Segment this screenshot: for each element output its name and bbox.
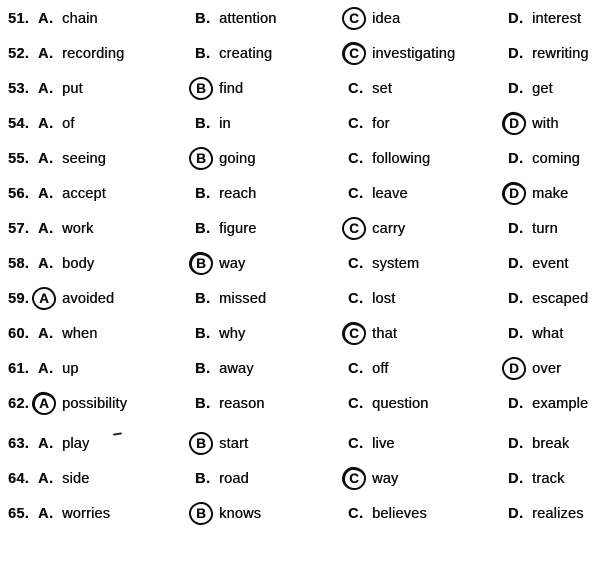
option-text: what (532, 325, 564, 342)
option-c (348, 291, 508, 307)
option-a (38, 256, 195, 272)
option-letter: D. (508, 255, 524, 272)
option-letter-slot (348, 81, 372, 97)
option-letter-slot (195, 436, 219, 452)
option-a (38, 151, 195, 167)
option-d (508, 221, 612, 237)
option-letter: A. (38, 10, 54, 27)
option-letter: D. (508, 220, 524, 237)
question-row (8, 496, 612, 531)
option-d (508, 256, 612, 272)
option-letter: D. (508, 45, 524, 62)
option-text: track (532, 470, 565, 487)
option-b (195, 221, 348, 237)
option-text: body (62, 255, 95, 272)
option-text: event (532, 255, 569, 272)
option-letter-slot (348, 396, 372, 412)
option-letter: A. (38, 255, 54, 272)
option-text: believes (372, 505, 427, 522)
option-text: start (219, 435, 249, 452)
circled-answer-letter: C (347, 11, 361, 27)
option-b (195, 471, 348, 487)
option-letter: A. (38, 150, 54, 167)
option-letter: B. (195, 185, 211, 202)
option-letter-slot (38, 81, 62, 97)
option-letter: A. (38, 45, 54, 62)
option-text: way (372, 470, 399, 487)
option-a (38, 11, 195, 27)
question-row (8, 176, 612, 211)
option-letter-slot (195, 11, 219, 27)
question-row (8, 1, 612, 36)
circled-answer-letter: C (347, 326, 361, 342)
option-text: system (372, 255, 420, 272)
option-text: of (62, 115, 75, 132)
option-text: find (219, 80, 244, 97)
option-letter-slot (508, 436, 532, 452)
question-row (8, 461, 612, 496)
option-letter: C. (348, 150, 364, 167)
option-a (38, 186, 195, 202)
option-d (508, 116, 612, 132)
option-letter: C. (348, 115, 364, 132)
option-b (195, 256, 348, 272)
option-letter-slot (195, 151, 219, 167)
option-a (38, 116, 195, 132)
option-letter-slot (195, 471, 219, 487)
option-d (508, 186, 612, 202)
option-a (38, 471, 195, 487)
option-letter: D. (508, 505, 524, 522)
option-text: away (219, 360, 254, 377)
option-letter-slot (195, 506, 219, 522)
option-text: example (532, 395, 589, 412)
option-d (508, 396, 612, 412)
option-letter-slot (195, 186, 219, 202)
option-text: over (532, 360, 562, 377)
option-letter: D. (508, 325, 524, 342)
question-row (8, 106, 612, 141)
option-letter-slot (38, 151, 62, 167)
option-letter-slot (508, 151, 532, 167)
option-b (195, 46, 348, 62)
option-letter-slot (508, 506, 532, 522)
option-text: avoided (62, 290, 115, 307)
option-text: following (372, 150, 431, 167)
option-text: knows (219, 505, 262, 522)
option-c (348, 326, 508, 342)
option-letter-slot (508, 396, 532, 412)
option-d (508, 81, 612, 97)
circled-answer-letter: B (194, 256, 208, 272)
option-text: question (372, 395, 429, 412)
option-a (38, 81, 195, 97)
option-b (195, 396, 348, 412)
option-letter-slot (348, 151, 372, 167)
option-d (508, 326, 612, 342)
circled-answer-letter: C (347, 46, 361, 62)
option-d (508, 11, 612, 27)
option-letter: C. (348, 185, 364, 202)
questions-list (8, 1, 612, 531)
option-letter-slot (38, 186, 62, 202)
circled-answer-letter: D (507, 361, 521, 377)
option-text: possibility (62, 395, 128, 412)
option-letter-slot (195, 81, 219, 97)
option-letter-slot (348, 326, 372, 342)
option-letter-slot (348, 506, 372, 522)
question-number: 55. (8, 150, 30, 167)
option-d (508, 471, 612, 487)
question-number: 57. (8, 220, 30, 237)
option-letter: C. (348, 255, 364, 272)
option-text: reason (219, 395, 265, 412)
option-letter-slot (195, 256, 219, 272)
circled-answer-letter: D (507, 116, 521, 132)
option-letter: D. (508, 395, 524, 412)
option-a (38, 326, 195, 342)
question-number: 58. (8, 255, 30, 272)
option-c (348, 221, 508, 237)
option-letter-slot (38, 46, 62, 62)
option-b (195, 81, 348, 97)
option-letter: B. (195, 470, 211, 487)
option-letter-slot (195, 361, 219, 377)
option-c (348, 151, 508, 167)
option-text: why (219, 325, 246, 342)
question-row (8, 141, 612, 176)
option-text: coming (532, 150, 580, 167)
option-text: escaped (532, 290, 589, 307)
option-text: for (372, 115, 390, 132)
option-a (38, 436, 195, 452)
option-letter: A. (38, 220, 54, 237)
option-text: get (532, 80, 553, 97)
option-d (508, 361, 612, 377)
option-letter: D. (508, 435, 524, 452)
option-letter: A. (38, 115, 54, 132)
option-letter-slot (348, 46, 372, 62)
option-a (38, 506, 195, 522)
option-letter-slot (38, 221, 62, 237)
option-text: idea (372, 10, 401, 27)
option-letter: A. (38, 435, 54, 452)
option-d (508, 436, 612, 452)
option-text: attention (219, 10, 277, 27)
option-letter: A. (38, 470, 54, 487)
option-letter-slot (348, 186, 372, 202)
option-text: accept (62, 185, 106, 202)
option-text: set (372, 80, 392, 97)
option-c (348, 506, 508, 522)
option-letter-slot (508, 361, 532, 377)
option-text: chain (62, 10, 98, 27)
option-letter-slot (508, 256, 532, 272)
option-letter-slot (348, 116, 372, 132)
option-letter-slot (38, 256, 62, 272)
circled-answer-letter: C (347, 221, 361, 237)
option-letter: C. (348, 290, 364, 307)
option-letter: B. (195, 220, 211, 237)
option-letter: A. (38, 325, 54, 342)
question-row (8, 386, 612, 421)
option-letter-slot (508, 221, 532, 237)
option-letter-slot (348, 291, 372, 307)
option-c (348, 11, 508, 27)
option-text: carry (372, 220, 406, 237)
option-a (38, 291, 195, 307)
option-text: put (62, 80, 83, 97)
option-letter-slot (348, 221, 372, 237)
circled-answer-letter: A (37, 291, 51, 307)
option-d (508, 151, 612, 167)
option-text: play (62, 435, 90, 452)
option-letter-slot (348, 11, 372, 27)
question-number: 53. (8, 80, 30, 97)
option-text: reach (219, 185, 257, 202)
option-letter: C. (348, 395, 364, 412)
question-row (8, 246, 612, 281)
option-letter-slot (348, 436, 372, 452)
option-letter-slot (508, 46, 532, 62)
option-letter-slot (38, 361, 62, 377)
option-letter: B. (195, 45, 211, 62)
option-text: interest (532, 10, 582, 27)
option-a (38, 361, 195, 377)
option-text: missed (219, 290, 267, 307)
circled-answer-letter: C (347, 471, 361, 487)
option-letter: C. (348, 435, 364, 452)
option-letter-slot (508, 291, 532, 307)
option-text: that (372, 325, 397, 342)
option-letter: A. (38, 185, 54, 202)
option-letter: D. (508, 150, 524, 167)
option-c (348, 116, 508, 132)
question-number: 52. (8, 45, 30, 62)
option-letter: A. (38, 505, 54, 522)
question-number: 61. (8, 360, 30, 377)
option-letter-slot (38, 11, 62, 27)
option-letter: C. (348, 80, 364, 97)
option-letter-slot (38, 436, 62, 452)
option-letter-slot (195, 46, 219, 62)
question-row (8, 281, 612, 316)
question-number: 59. (8, 290, 30, 307)
circled-answer-letter: B (194, 506, 208, 522)
option-letter-slot (348, 256, 372, 272)
circled-answer-letter: A (37, 396, 51, 412)
option-c (348, 436, 508, 452)
option-text: leave (372, 185, 408, 202)
question-number: 54. (8, 115, 30, 132)
option-text: creating (219, 45, 273, 62)
option-b (195, 291, 348, 307)
option-letter-slot (195, 291, 219, 307)
circled-answer-letter: D (507, 186, 521, 202)
option-b (195, 116, 348, 132)
question-number: 56. (8, 185, 30, 202)
question-row (8, 426, 612, 461)
option-a (38, 46, 195, 62)
option-letter: B. (195, 360, 211, 377)
option-letter: A. (38, 80, 54, 97)
option-letter: D. (508, 10, 524, 27)
option-letter-slot (195, 116, 219, 132)
option-text: way (219, 255, 246, 272)
circled-answer-letter: B (194, 436, 208, 452)
option-text: rewriting (532, 45, 589, 62)
option-letter-slot (508, 116, 532, 132)
option-letter-slot (38, 396, 62, 412)
option-text: investigating (372, 45, 456, 62)
option-text: work (62, 220, 94, 237)
option-a (38, 396, 195, 412)
option-d (508, 46, 612, 62)
option-letter-slot (38, 506, 62, 522)
option-letter-slot (508, 81, 532, 97)
option-b (195, 151, 348, 167)
option-letter: C. (348, 360, 364, 377)
option-letter-slot (195, 326, 219, 342)
option-b (195, 11, 348, 27)
option-letter-slot (38, 116, 62, 132)
option-letter: D. (508, 470, 524, 487)
option-letter-slot (348, 471, 372, 487)
circled-answer-letter: B (194, 81, 208, 97)
option-d (508, 506, 612, 522)
option-c (348, 46, 508, 62)
option-text: make (532, 185, 569, 202)
option-c (348, 81, 508, 97)
question-number: 63. (8, 435, 30, 452)
option-c (348, 396, 508, 412)
option-letter: A. (38, 360, 54, 377)
option-letter: D. (508, 290, 524, 307)
option-text: lost (372, 290, 396, 307)
option-text: seeing (62, 150, 106, 167)
option-letter-slot (195, 221, 219, 237)
question-row (8, 36, 612, 71)
option-c (348, 361, 508, 377)
option-text: break (532, 435, 570, 452)
option-letter: C. (348, 505, 364, 522)
option-text: realizes (532, 505, 584, 522)
option-text: off (372, 360, 389, 377)
question-number: 65. (8, 505, 30, 522)
question-number: 62. (8, 395, 30, 412)
option-letter-slot (38, 326, 62, 342)
circled-answer-letter: B (194, 151, 208, 167)
option-c (348, 471, 508, 487)
option-text: when (62, 325, 98, 342)
option-text: in (219, 115, 231, 132)
option-letter-slot (508, 186, 532, 202)
question-number: 51. (8, 10, 30, 27)
option-b (195, 186, 348, 202)
option-a (38, 221, 195, 237)
option-text: recording (62, 45, 125, 62)
option-text: road (219, 470, 249, 487)
option-text: up (62, 360, 79, 377)
option-text: side (62, 470, 90, 487)
option-text: figure (219, 220, 257, 237)
question-row (8, 316, 612, 351)
option-letter: B. (195, 115, 211, 132)
option-c (348, 256, 508, 272)
question-row (8, 71, 612, 106)
option-text: going (219, 150, 256, 167)
option-b (195, 506, 348, 522)
option-text: live (372, 435, 395, 452)
option-letter-slot (348, 361, 372, 377)
question-number: 64. (8, 470, 30, 487)
option-b (195, 361, 348, 377)
option-letter-slot (508, 11, 532, 27)
option-c (348, 186, 508, 202)
option-letter-slot (195, 396, 219, 412)
option-text: worries (62, 505, 111, 522)
option-letter-slot (508, 471, 532, 487)
option-text: turn (532, 220, 558, 237)
option-d (508, 291, 612, 307)
option-letter: D. (508, 80, 524, 97)
option-letter-slot (508, 326, 532, 342)
option-b (195, 326, 348, 342)
question-number: 60. (8, 325, 30, 342)
question-row (8, 211, 612, 246)
option-letter: B. (195, 10, 211, 27)
option-letter: B. (195, 325, 211, 342)
option-letter: B. (195, 290, 211, 307)
option-letter-slot (38, 291, 62, 307)
option-letter-slot (38, 471, 62, 487)
option-b (195, 436, 348, 452)
option-letter: B. (195, 395, 211, 412)
option-text: with (532, 115, 559, 132)
question-row (8, 351, 612, 386)
